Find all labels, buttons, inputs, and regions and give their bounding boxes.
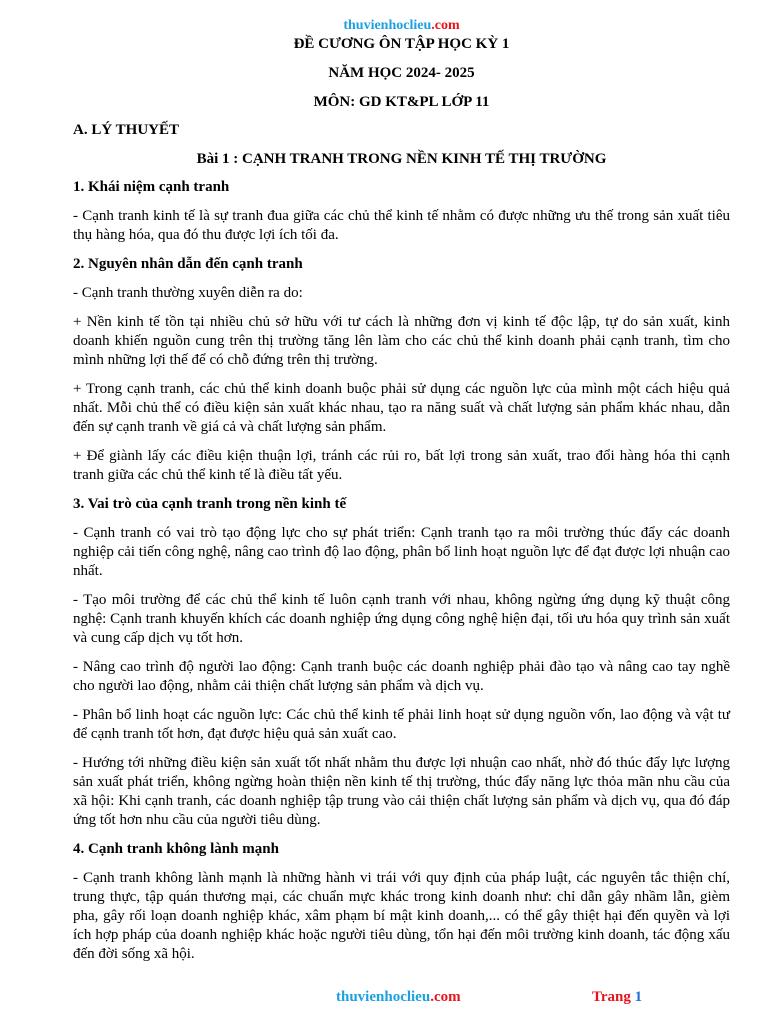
lesson-title: Bài 1 : CẠNH TRANH TRONG NỀN KINH TẾ THỊ TRƯỜNG [196,151,607,167]
section-2-heading: 2. Nguyên nhân dẫn đến cạnh tranh [73,256,303,272]
brand-watermark: thuvienhoclieu.com [343,18,460,33]
document-page [73,0,730,964]
document-title: ĐỀ CƯƠNG ÔN TẬP HỌC KỲ 1 [293,36,510,52]
paragraph: - Phân bổ linh hoạt các nguồn lực: Các chủ thể kinh tế phải linh hoạt sử dụng nguồn vốn, lao động và vật tư để cạnh tranh tốt hơn, đạt được hiệu quả sản xuất cao. [73,707,730,742]
section-4-heading: 4. Cạnh tranh không lành mạnh [73,841,279,857]
section-a-heading: A. LÝ THUYẾT [73,122,179,138]
paragraph: - Cạnh tranh kinh tế là sự tranh đua giữa các chủ thể kinh tế nhằm có được những ưu thế trong sản xuất tiêu thụ hàng hóa, qua đó thu được lợi ích tối đa. [73,208,730,243]
paragraph: - Cạnh tranh có vai trò tạo động lực cho sự phát triển: Cạnh tranh tạo ra môi trường thúc đẩy các doanh nghiệp cải tiến công nghệ, nâng cao trình độ lao động, phân bổ linh hoạt nguồn lực để đạt được lợi nhuận cao nhất. [73,525,730,579]
section-1-heading: 1. Khái niệm cạnh tranh [73,179,230,195]
footer-brand: thuvienhoclieu.com [336,989,461,1005]
paragraph: - Hướng tới những điều kiện sản xuất tốt nhất nhằm thu được lợi nhuận cao nhất, nhờ đó thúc đẩy lực lượng sản xuất phát triển, không ngừng hoàn thiện nền kinh tế thị trường, thúc đẩy năng lực thỏa mãn nhu cầu của xã hội: Khi cạnh tranh, các doanh nghiệp tập trung vào cải thiện chất lượng sản phẩm và dịch vụ, qua đó đáp ứng tốt hơn nhu cầu của người tiêu dùng. [73,755,730,828]
section-3-heading: 3. Vai trò của cạnh tranh trong nền kinh tế [73,496,347,512]
page-number: Trang 1 [592,989,643,1005]
subject-line: MÔN: GD KT&PL LỚP 11 [313,94,490,110]
paragraph: + Nền kinh tế tồn tại nhiều chủ sở hữu với tư cách là những đơn vị kinh tế độc lập, tự do sản xuất, kinh doanh khiến nguồn cung trên thị trường tăng lên làm cho các chủ thể kinh doanh phải cạnh tranh, tìm cho mình những lợi thế để có chỗ đứng trên thị trường. [73,314,730,368]
paragraph: - Cạnh tranh không lành mạnh là những hành vi trái với quy định của pháp luật, các nguyên tắc thiện chí, trung thực, tập quán thương mại, các chuẩn mực khác trong kinh doanh như: chỉ dẫn gây nhầm lẫn, gièm pha, gây rối loạn doanh nghiệp khác, xâm phạm bí mật kinh doanh,... có thể gây thiệt hại đến quyền và lợi ích hợp pháp của doanh nghiệp khác hoặc người tiêu dùng, tổn hại đến môi trường kinh doanh, tác động xấu đến đời sống xã hội. [73,870,730,962]
paragraph: - Tạo môi trường để các chủ thể kinh tế luôn cạnh tranh với nhau, không ngừng ứng dụng kỹ thuật công nghệ: Cạnh tranh khuyến khích các doanh nghiệp ứng dụng công nghệ hiện đại, tối ưu hóa quy trình sản xuất và cung cấp dịch vụ tốt hơn. [73,592,730,646]
paragraph: - Cạnh tranh thường xuyên diễn ra do: [73,285,303,301]
paragraph: + Trong cạnh tranh, các chủ thể kinh doanh buộc phải sử dụng các nguồn lực của mình một cách hiệu quả nhất. Mỗi chủ thể có điều kiện sản xuất khác nhau, tạo ra năng suất và chất lượng sản phẩm khác nhau, dẫn đến sự cạnh tranh về giá cả và chất lượng sản phẩm. [73,381,730,435]
school-year: NĂM HỌC 2024- 2025 [328,65,475,81]
paragraph: + Để giành lấy các điều kiện thuận lợi, tránh các rủi ro, bất lợi trong sản xuất, trao đổi hàng hóa thi cạnh tranh giữa các chủ thể kinh tế là điều tất yếu. [73,448,730,483]
paragraph: - Nâng cao trình độ người lao động: Cạnh tranh buộc các doanh nghiệp phải đào tạo và nâng cao tay nghề cho người lao động, nhằm cải thiện chất lượng sản phẩm và dịch vụ. [73,659,730,694]
